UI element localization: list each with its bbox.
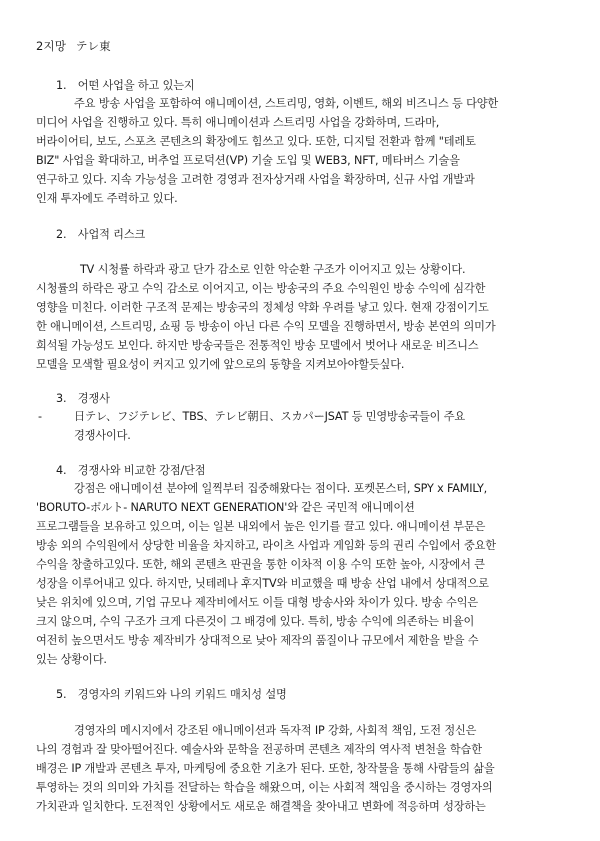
section-4-title: 경쟁사와 비교한 강점/단점 bbox=[77, 464, 206, 477]
section-1-line: 주요 방송 사업을 포함하여 애니메이션, 스트리밍, 영화, 이벤트, 해외 비즈니스 등 다양한 bbox=[74, 97, 499, 110]
section-5-title: 경영자의 키워드와 나의 키워드 매치성 설명 bbox=[77, 688, 287, 701]
section-4-line: 프로그램들을 보유하고 있으며, 이는 일본 내외에서 높은 인기를 끌고 있다. 애니메이션 부문은 bbox=[36, 520, 486, 533]
section-4-line: 수익을 창출하고있다. 또한, 해외 콘텐츠 판권을 통한 이차적 이용 수익 또한 높아, 시장에서 큰 bbox=[36, 558, 485, 571]
section-5-line: 경영자의 메시지에서 강조된 애니메이션과 독자적 IP 강화, 사회적 책임, 도전 정신은 bbox=[74, 724, 477, 737]
section-4-line: 'BORUTO-ボルト- NARUTO NEXT GENERATION'와 같은 국민적 애니메이션 bbox=[36, 501, 415, 514]
section-5-line: 배경은 IP 개발과 콘텐츠 투자, 마케팅에 중요한 기초가 된다. 또한, 창작물을 통해 사람들의 삶을 bbox=[36, 762, 495, 775]
section-3-number: 3. bbox=[56, 392, 67, 405]
section-2-number: 2. bbox=[56, 228, 67, 241]
section-5-line: 가치관과 일치한다. 도전적인 상황에서도 새로운 해결책을 찾아내고 변화에 적응하며 성장하는 bbox=[36, 800, 486, 813]
section-2-title: 사업적 리스크 bbox=[77, 228, 146, 241]
section-3-heading bbox=[56, 392, 110, 406]
section-4-line: 강점은 애니메이션 분야에 일찍부터 집중해왔다는 점이다. 포켓몬스터, SPY x FAMILY, bbox=[74, 482, 488, 495]
section-2-line: 모델을 모색할 필요성이 커지고 있기에 앞으로의 동향을 지켜보아야할듯싶다. bbox=[36, 358, 405, 371]
section-2-line: 시청률의 하락은 광고 수익 감소로 이어지고, 이는 방송국의 주요 수익원인 방송 수익에 심각한 bbox=[36, 282, 486, 295]
section-2-line: 희석될 가능성도 보인다. 하지만 방송국들은 전통적인 방송 모델에서 벗어나 새로운 비즈니스 bbox=[36, 339, 479, 352]
section-4-line: 방송 외의 수익원에서 상당한 비율을 차지하고, 라이츠 사업과 게임화 등의 권리 수입에서 중요한 bbox=[36, 539, 496, 552]
section-4-line: 낮은 위치에 있으며, 기업 규모나 제작비에서도 이들 대형 방송사와 차이가 있다. 방송 수익은 bbox=[36, 596, 479, 609]
section-4-line: 여전히 높으면서도 방송 제작비가 상대적으로 낮아 제작의 품질이나 규모에서 제한을 받을 수 bbox=[36, 634, 479, 647]
section-1-line: 인재 투자에도 주력하고 있다. bbox=[36, 192, 178, 205]
section-4-line: 크지 않으며, 수익 구조가 크게 다른것이 그 배경에 있다. 특히, 방송 수익에 의존하는 비율이 bbox=[36, 615, 475, 628]
section-2-heading bbox=[56, 228, 145, 242]
section-3-line: 경쟁사이다. bbox=[74, 429, 131, 442]
section-1-title: 어떤 사업을 하고 있는지 bbox=[77, 79, 195, 92]
section-4-line: 성장을 이루어내고 있다. 하지만, 닛테레나 후지TV와 비교했을 때 방송 산업 내에서 상대적으로 bbox=[36, 577, 489, 590]
section-1-line: 미디어 사업을 진행하고 있다. 특히 애니메이션과 스트리밍 사업을 강화하며, 드라마, bbox=[36, 116, 440, 129]
section-1-heading bbox=[56, 79, 195, 93]
section-5-line: 투영하는 것의 의미와 가치를 전달하는 학습을 해왔으며, 이는 사회적 책임을 중시하는 경영자의 bbox=[36, 781, 493, 794]
section-1-number: 1. bbox=[56, 79, 67, 92]
section-3-line: 日テレ、フジテレビ、TBS、テレビ朝日、スカパーJSAT 등 민영방송국들이 주요 bbox=[74, 410, 466, 423]
section-1-line: 버라이어티, 보도, 스포츠 콘텐츠의 확장에도 힘쓰고 있다. 또한, 디지털 전환과 함께 "테레토 bbox=[36, 135, 476, 148]
list-bullet-dash: - bbox=[38, 410, 43, 423]
section-2-line: 한 애니메이션, 스트리밍, 쇼핑 등 방송이 아닌 다른 수익 모델을 진행하면서, 방송 본연의 의미가 bbox=[36, 320, 496, 333]
section-1-line: BIZ" 사업을 확대하고, 버추얼 프로덕션(VP) 기술 도입 및 WEB3, NFT, 메타버스 기술을 bbox=[36, 154, 460, 167]
section-5-heading bbox=[56, 688, 287, 702]
document-header bbox=[36, 38, 111, 54]
section-2-line: TV 시청률 하락과 광고 단가 감소로 인한 악순환 구조가 이어지고 있는 상황이다. bbox=[80, 263, 466, 276]
section-1-line: 연구하고 있다. 지속 가능성을 고려한 경영과 전자상거래 사업을 확장하며, 신규 사업 개발과 bbox=[36, 173, 475, 186]
header-label: 2지망 bbox=[36, 39, 67, 53]
section-5-number: 5. bbox=[56, 688, 67, 701]
section-4-heading bbox=[56, 464, 205, 478]
section-2-line: 영향을 미친다. 이러한 구조적 문제는 방송국의 정체성 약화 우려를 낳고 있다. 현재 강점이기도 bbox=[36, 301, 489, 314]
header-company: テレ東 bbox=[76, 39, 111, 53]
section-4-line: 있는 상황이다. bbox=[36, 653, 107, 666]
section-5-line: 나의 경험과 잘 맞아떨어진다. 예술사와 문학을 전공하며 콘텐츠 제작의 역사적 변천을 학습한 bbox=[36, 743, 482, 756]
section-4-number: 4. bbox=[56, 464, 67, 477]
section-3-title: 경쟁사 bbox=[77, 392, 110, 405]
